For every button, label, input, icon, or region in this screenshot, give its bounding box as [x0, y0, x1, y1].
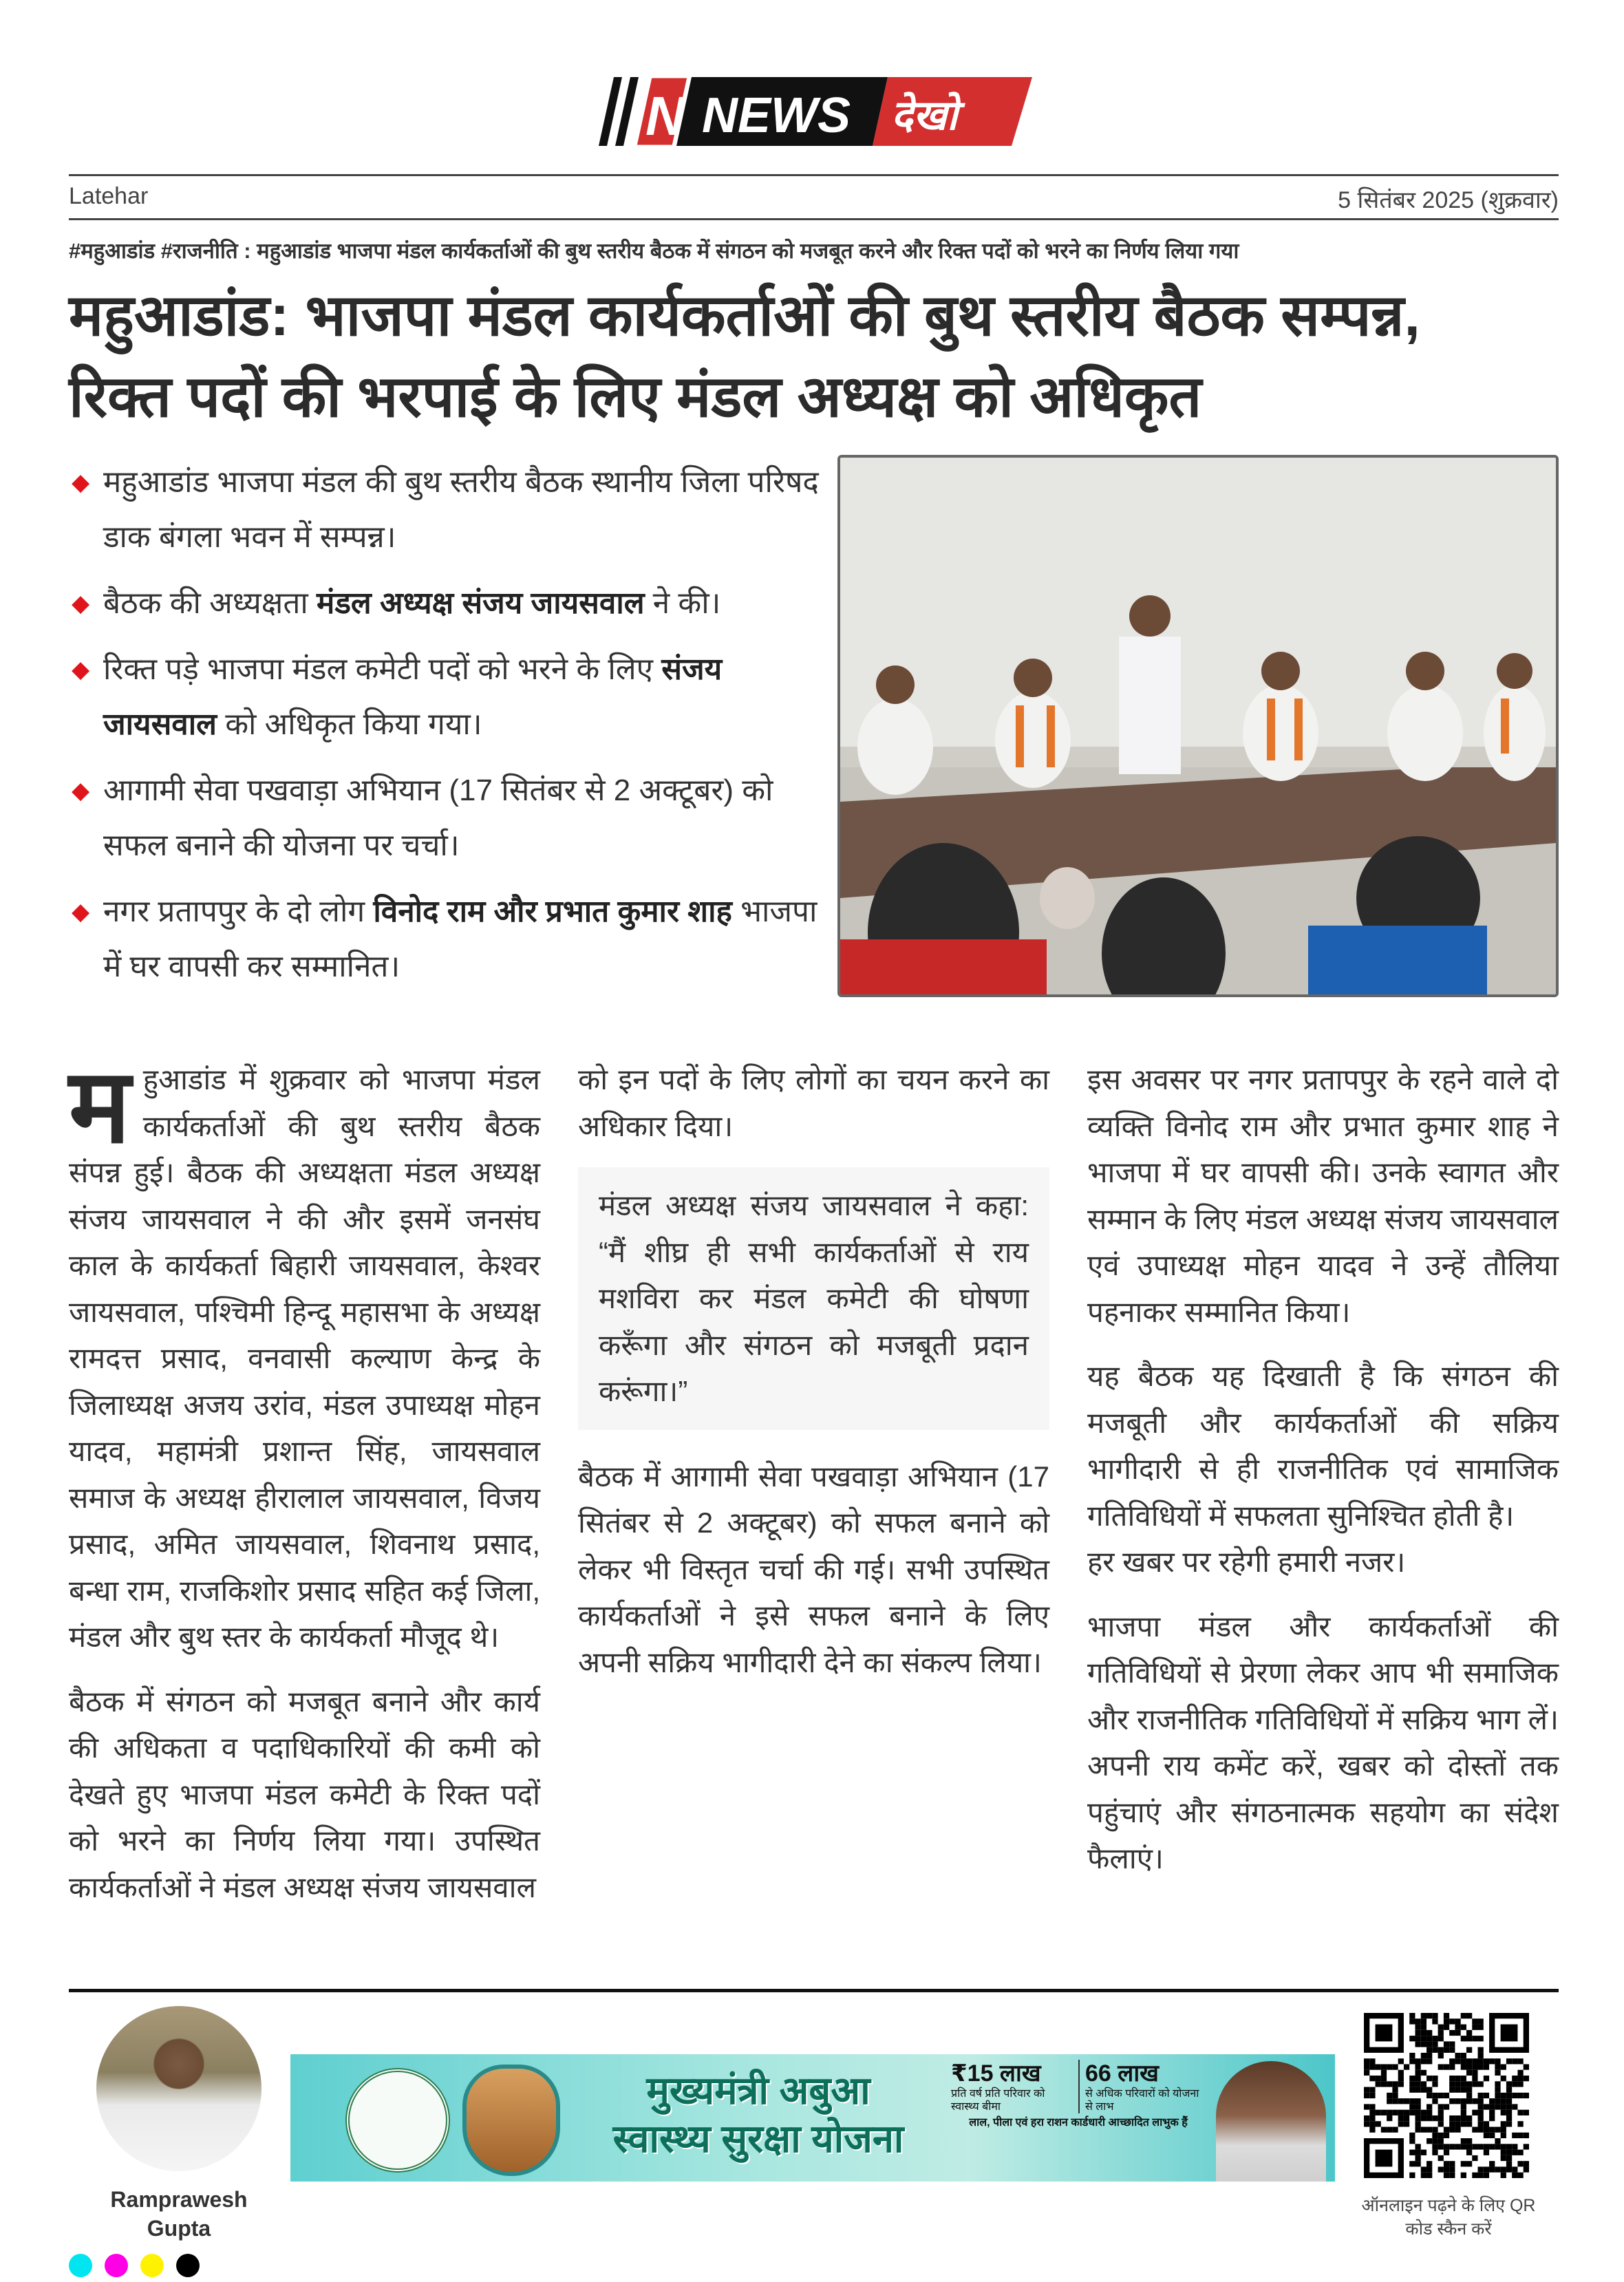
article-paragraph: यह बैठक यह दिखाती है कि संगठन की मजबूती और कार्यकर्ताओं की सक्रिय भागीदारी से ही राजनीतिक एवं सामाजिक गतिविधियों में सफलता सुनिश्चित होती है। [1087, 1360, 1559, 1532]
date-label: 5 सितंबर 2025 (शुक्रवार) [1338, 187, 1559, 213]
highlight-item: ◆ बैठक की अध्यक्षता मंडल अध्यक्ष संजय जायसवाल ने की। [69, 576, 819, 631]
qr-caption: ऑनलाइन पढ़ने के लिए QR कोड स्कैन करें [1361, 2196, 1536, 2239]
banner-stat-2: 66 लाख से अधिक परिवारों को योजना से लाभ [1078, 2060, 1206, 2113]
article-paragraph: हर खबर पर रहेगी हमारी नजर। [1087, 1546, 1406, 1578]
pull-quote: मंडल अध्यक्ष संजय जायसवाल ने कहा: “मैं शीघ्र ही सभी कार्यकर्ताओं से राय मशविरा कर मंडल कमेटी की घोषणा करूँगा और संगठन को मजबूती प्रदान करूंगा।” [578, 1167, 1049, 1430]
meta-rule [69, 218, 1559, 220]
banner-note: लाल, पीला एवं हरा राशन कार्डधारी आच्छादित लाभुक हैं [969, 2117, 1188, 2129]
logo-text: NEWS [702, 88, 851, 143]
cmyk-dot-black [176, 2254, 200, 2277]
qr-code[interactable] [1364, 2013, 1529, 2178]
drop-cap: म [69, 1048, 131, 1164]
cmyk-dot-yellow [140, 2254, 164, 2277]
heart-family-icon [462, 2065, 560, 2176]
chief-minister-portrait [1216, 2061, 1326, 2182]
highlight-item: ◆ रिक्त पड़े भाजपा मंडल कमेटी पदों को भरने के लिए संजय जायसवाल को अधिकृत किया गया। [69, 642, 819, 752]
diamond-bullet-icon: ◆ [72, 469, 90, 495]
article-paragraph: भाजपा मंडल और कार्यकर्ताओं की गतिविधियों से प्रेरणा लेकर आप भी समाजिक और राजनीतिक गतिविधियों में सक्रिय भाग लें। अपनी राय कमेंट करें, खबर को दोस्तों तक पहुंचाएं और संगठनात्मक सहयोग का संदेश फैलाएं। [1087, 1610, 1559, 1875]
diamond-bullet-icon: ◆ [72, 778, 90, 804]
banner-title: मुख्यमंत्री अबुआ स्वास्थ्य सुरक्षा योजना [612, 2069, 904, 2160]
article-paragraph: महुआडांड में शुक्रवार को भाजपा मंडल कार्यकर्ताओं की बुथ स्तरीय बैठक संपन्न हुई। बैठक की अध्यक्षता मंडल अध्यक्ष संजय जायसवाल ने की और इसमें जनसंघ काल के कार्यकर्ता बिहारी जायसवाल, केश्वर जायसवाल, पश्चिमी हिन्दू महासभा के अध्यक्ष रामदत्त प्रसाद, वनवासी कल्याण केन्द्र के जिलाध्यक्ष अजय उरांव, मंडल उपाध्यक्ष मोहन यादव, महामंत्री प्रशान्त सिंह, जायसवाल समाज के अध्यक्ष हीरालाल जायसवाल, विजय प्रसाद, अमित जायसवाल, शिवनाथ प्रसाद, बन्धा राम, राजकिशोर प्रसाद सहित कई जिला, मंडल और बुथ स्तर के कार्यकर्ता मौजूद थे। [69, 1048, 540, 1653]
article-header [69, 237, 1559, 1005]
jharkhand-emblem-icon [345, 2068, 450, 2173]
author-name: Ramprawesh Gupta [110, 2187, 248, 2241]
article-paragraph: बैठक में संगठन को मजबूत बनाने और कार्य की अधिकता व पदाधिकारियों की कमी को देखते हुए भाजपा मंडल कमेटी के रिक्त पदों को भरने का निर्णय लिया गया। उपस्थित कार्यकर्ताओं ने मंडल अध्यक्ष संजय जायसवाल [69, 1685, 540, 1904]
banner-stats [951, 2060, 1206, 2129]
diamond-bullet-icon: ◆ [72, 590, 90, 617]
top-rule [69, 174, 1559, 176]
article-column-2 [578, 1056, 1049, 1703]
headline-line-2: रिक्त पदों की भरपाई के लिए मंडल अध्यक्ष को अधिकृत [69, 364, 1202, 429]
article-column-3 [1087, 1056, 1559, 1900]
meeting-photo [837, 455, 1559, 997]
banner-stat-1: ₹15 लाख प्रति वर्ष प्रति परिवार को स्वास्थ्य बीमा [951, 2060, 1045, 2113]
location-label: Latehar [69, 183, 149, 209]
headline [69, 275, 1559, 437]
article-paragraph: बैठक में आगामी सेवा पखवाड़ा अभियान (17 सितंबर से 2 अक्टूबर) को सफल बनाने को लेकर भी विस्तृत चर्चा की गई। सभी उपस्थित कार्यकर्ताओं ने इसे सफल बनाने के लिए अपनी सक्रिय भागीदारी देने का संकल्प लिया। [578, 1460, 1049, 1678]
footer-rule [69, 1989, 1559, 1992]
headline-line-1: महुआडांड: भाजपा मंडल कार्यकर्ताओं की बुथ स्तरीय बैठक सम्पन्न, [69, 283, 1420, 348]
article-column-1 [69, 1048, 540, 1928]
article-paragraph: इस अवसर पर नगर प्रतापपुर के रहने वाले दो व्यक्ति विनोद राम और प्रभात कुमार शाह ने भाजपा में घर वापसी की। उनके स्वागत और सम्मान के लिए मंडल अध्यक्ष संजय जायसवाल एवं उपाध्यक्ष मोहन यादव ने उन्हें तौलिया पहनाकर सम्मानित किया। [1087, 1063, 1559, 1328]
logo-hindi: देखो [891, 92, 958, 140]
highlight-item: ◆ आगामी सेवा पखवाड़ा अभियान (17 सितंबर से 2 अक्टूबर) को सफल बनाने की योजना पर चर्चा। [69, 763, 819, 873]
news-dekho-logo[interactable] [599, 77, 1032, 146]
article-paragraph-continued: को इन पदों के लिए लोगों का चयन करने का अधिकार दिया। [578, 1063, 1049, 1142]
cmyk-dot-cyan [69, 2254, 92, 2277]
highlight-item: ◆ नगर प्रतापपुर के दो लोग विनोद राम और प्रभात कुमार शाह भाजपा में घर वापसी कर सम्मानित। [69, 884, 819, 994]
cmyk-dot-magenta [105, 2254, 128, 2277]
ad-banner[interactable] [290, 2054, 1335, 2182]
diamond-bullet-icon: ◆ [72, 899, 90, 925]
meeting-photo-illustration [840, 458, 1556, 994]
highlights-list [69, 455, 819, 1005]
diamond-bullet-icon: ◆ [72, 657, 90, 683]
logo-letter: N [645, 85, 685, 146]
highlight-item: ◆ महुआडांड भाजपा मंडल की बुथ स्तरीय बैठक स्थानीय जिला परिषद डाक बंगला भवन में सम्पन्न। [69, 455, 819, 565]
lead-section [69, 455, 1559, 1005]
tagline: #महुआडांड #राजनीति : महुआडांड भाजपा मंडल कार्यकर्ताओं की बुथ स्तरीय बैठक में संगठन को मजबूत करने और रिक्त पदों को भरने का निर्णय लिया गया [69, 239, 1239, 263]
author-avatar [96, 2006, 261, 2171]
